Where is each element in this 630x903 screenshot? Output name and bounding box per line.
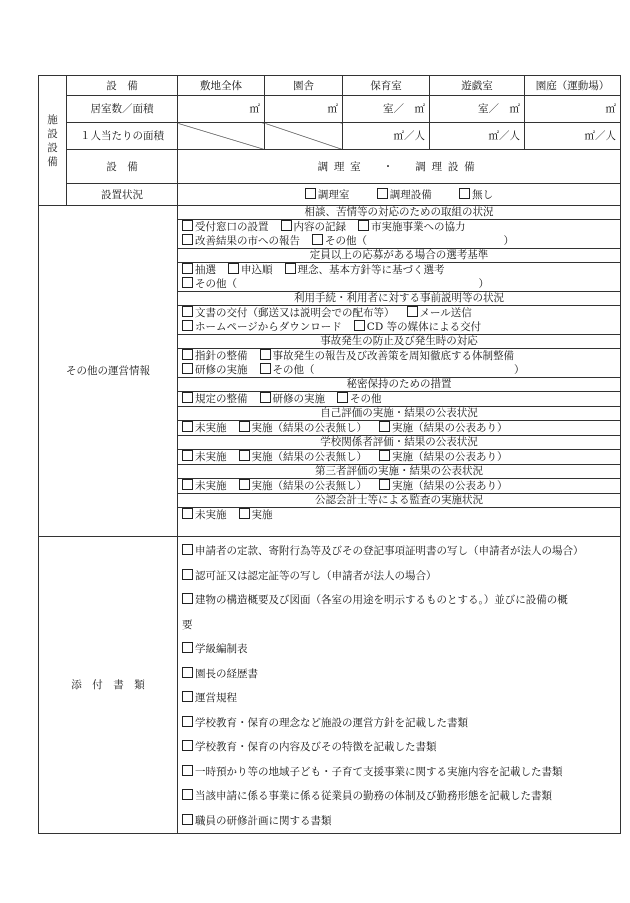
checkbox[interactable] <box>182 479 193 490</box>
checkbox[interactable] <box>182 740 193 751</box>
header-equipment: 設 備 <box>67 76 178 96</box>
ops-section-body <box>178 421 620 436</box>
attachments-list <box>178 537 621 834</box>
option-label: 指針の整備 <box>195 350 248 362</box>
ops-section-body <box>178 306 620 335</box>
attachment-label: 当該申請に係る事業に係る従業員の勤務の体制及び勤務形態を記載した書類 <box>195 790 552 802</box>
ops-option-line <box>182 363 616 377</box>
option-label: 抽選 <box>195 264 216 276</box>
attachment-label: 園長の経歴書 <box>195 667 258 680</box>
ops-section-body <box>178 349 620 378</box>
ops-option-line <box>182 349 616 363</box>
option-label: その他 <box>350 393 382 405</box>
option-label: 実施（結果の公表無し） <box>251 451 367 463</box>
option-label: 実施（結果の公表あり） <box>392 422 508 434</box>
option-label: その他（ ） <box>325 235 514 247</box>
option-label: 内容の記録 <box>293 221 346 233</box>
checkbox[interactable] <box>228 263 239 274</box>
attachment-label: 職員の研修計画に関する書類 <box>195 814 332 827</box>
ops-option-line <box>182 277 616 291</box>
ops-option-line <box>182 479 616 493</box>
attachment-item <box>182 711 616 736</box>
area-row-label: 居室数／面積 <box>67 96 178 123</box>
ops-section-heading: 自己評価の実施・結果の公表状況 <box>178 407 620 421</box>
option-label: 未実施 <box>195 422 227 434</box>
area-playroom-cell[interactable]: 室／ ㎡ <box>430 96 525 123</box>
attachment-item <box>182 662 616 687</box>
checkbox[interactable] <box>239 450 250 461</box>
per-person-playground-cell[interactable]: ㎡／人 <box>525 123 621 150</box>
checkbox[interactable] <box>182 306 193 317</box>
kitchen-equipment-label: 設 備 <box>67 150 178 184</box>
attachment-item <box>182 637 616 662</box>
header-playground: 園庭（運動場） <box>525 76 621 96</box>
checkbox[interactable] <box>260 392 271 403</box>
option-label: その他（ ） <box>272 364 525 376</box>
ops-section-heading: 学校関係者評価・結果の公表状況 <box>178 436 620 450</box>
area-playground-cell[interactable]: ㎡ <box>525 96 621 123</box>
ops-section-heading: 相談、苦情等の対応のための取組の状況 <box>178 206 620 220</box>
per-person-nursery-cell[interactable]: ㎡／人 <box>343 123 430 150</box>
checkbox[interactable] <box>305 188 316 199</box>
attachment-label: 学級編制表 <box>195 643 248 655</box>
ops-section-body <box>178 220 620 249</box>
checkbox[interactable] <box>182 544 193 555</box>
checkbox[interactable] <box>260 363 271 374</box>
attachment-item <box>182 588 616 613</box>
checkbox[interactable] <box>182 716 193 727</box>
option-label: メール送信 <box>419 307 472 319</box>
option-label: 実施 <box>251 509 273 521</box>
attachment-item <box>182 564 616 589</box>
option-label: 未実施 <box>195 480 227 492</box>
option-label: その他（ ） <box>195 278 489 290</box>
ops-section-heading: 第三者評価の実施・結果の公表状況 <box>178 465 620 479</box>
checkbox[interactable] <box>379 450 390 461</box>
checkbox[interactable] <box>182 593 193 604</box>
diagonal-cell-building <box>265 123 343 150</box>
per-person-playroom-cell[interactable]: ㎡／人 <box>430 123 525 150</box>
ops-section-body <box>178 508 620 523</box>
per-person-row-label: １人当たりの面積 <box>67 123 178 150</box>
checkbox[interactable] <box>182 789 193 800</box>
area-site-cell[interactable]: ㎡ <box>178 96 265 123</box>
option-label: 未実施 <box>195 509 227 521</box>
ops-option-line <box>182 234 616 248</box>
kitchen-equipment-value: 調理室 ・ 調理設備 <box>178 150 621 184</box>
ops-section-heading: 秘密保持のための措置 <box>178 378 620 392</box>
status-row-label: 設置状況 <box>67 184 178 206</box>
header-site: 敷地全体 <box>178 76 265 96</box>
checkbox[interactable] <box>377 188 388 199</box>
attachment-item <box>182 784 616 809</box>
operations-content <box>178 206 621 537</box>
option-label: 理念、基本方針等に基づく選考 <box>297 264 445 276</box>
checkbox[interactable] <box>182 277 193 288</box>
ops-section-body <box>178 263 620 292</box>
ops-option-line <box>182 450 616 464</box>
attachment-item <box>182 613 616 638</box>
ops-option-line <box>182 263 616 277</box>
option-label: 事故発生の報告及び改善策を周知徹底する体制整備 <box>272 350 514 362</box>
option-label: 実施（結果の公表あり） <box>392 480 508 492</box>
option-label: 申込順 <box>241 264 273 276</box>
ops-section-heading: 定員以上の応募がある場合の選考基準 <box>178 249 620 263</box>
option-label: 改善結果の市への報告 <box>195 235 300 247</box>
ops-option-line <box>182 508 616 522</box>
ops-option-line <box>182 220 616 234</box>
checkbox[interactable] <box>182 691 193 702</box>
checkbox[interactable] <box>407 306 418 317</box>
ops-option-line <box>182 320 616 334</box>
option-label: 受付窓口の設置 <box>195 221 269 233</box>
checkbox[interactable] <box>358 220 369 231</box>
option-label: 研修の実施 <box>272 393 325 405</box>
ops-section-body <box>178 392 620 407</box>
checkbox[interactable] <box>182 642 193 653</box>
checkbox[interactable] <box>379 479 390 490</box>
option-label: 市実施事業への協力 <box>371 221 466 233</box>
ops-section-heading: 公認会計士等による監査の実施状況 <box>178 494 620 508</box>
ops-section-heading: 事故発生の防止及び発生時の対応 <box>178 335 620 349</box>
checkbox[interactable] <box>182 450 193 461</box>
option-label: ホームページからダウンロード <box>195 321 342 333</box>
checkbox[interactable] <box>182 320 193 331</box>
attachment-label: 要 <box>182 618 193 631</box>
checkbox[interactable] <box>239 421 250 432</box>
checkbox[interactable] <box>182 814 193 825</box>
checkbox[interactable] <box>337 392 348 403</box>
checkbox[interactable] <box>239 479 250 490</box>
checkbox[interactable] <box>312 234 323 245</box>
checkbox[interactable] <box>182 569 193 580</box>
checkbox[interactable] <box>354 320 365 331</box>
ops-option-line <box>182 306 616 320</box>
attachment-item <box>182 686 616 711</box>
option-label: 実施（結果の公表あり） <box>392 451 508 463</box>
option-label: 未実施 <box>195 451 227 463</box>
facility-section-label: 施 設 設 備 <box>39 76 67 206</box>
ops-option-line <box>182 421 616 435</box>
attachment-label: 学校教育・保育の理念など施設の運営方針を記載した書類 <box>195 716 468 729</box>
checkbox[interactable] <box>260 349 271 360</box>
attachment-item <box>182 735 616 760</box>
checkbox[interactable] <box>182 363 193 374</box>
option-label: 実施（結果の公表無し） <box>251 422 367 434</box>
attachment-item <box>182 539 616 564</box>
checkbox[interactable] <box>182 220 193 231</box>
attachment-label: 認可証又は認定証等の写し（申請者が法人の場合） <box>195 569 437 582</box>
attachment-label: 建物の構造概要及び図面（各室の用途を明示するものとする。）並びに設備の概 <box>195 594 568 606</box>
checkbox[interactable] <box>182 234 193 245</box>
header-playroom: 遊戯室 <box>430 76 525 96</box>
application-form-table <box>38 75 621 834</box>
attachments-section-label: 添 付 書 類 <box>39 537 178 834</box>
diagonal-cell-site <box>178 123 265 150</box>
area-nursery-cell[interactable]: 室／ ㎡ <box>343 96 430 123</box>
checkbox[interactable] <box>182 349 193 360</box>
header-building: 園舎 <box>265 76 343 96</box>
ops-section-body <box>178 479 620 494</box>
attachment-label: 申請者の定款、寄附行為等及びその登記事項証明書の写し（申請者が法人の場合） <box>195 545 584 557</box>
checkbox[interactable] <box>239 508 250 519</box>
checkbox[interactable] <box>459 188 470 199</box>
attachment-label: 学校教育・保育の内容及びその特徴を記載した書類 <box>195 741 437 753</box>
checkbox[interactable] <box>182 765 193 776</box>
attachment-label: 一時預かり等の地域子ども・子育て支援事業に関する実施内容を記載した書類 <box>195 765 563 778</box>
attachment-label: 運営規程 <box>195 692 237 704</box>
ops-section-body <box>178 450 620 465</box>
checkbox[interactable] <box>285 263 296 274</box>
checkbox[interactable] <box>182 508 193 519</box>
ops-section-heading: 利用手続・利用者に対する事前説明等の状況 <box>178 292 620 306</box>
area-building-cell[interactable]: ㎡ <box>265 96 343 123</box>
attachment-item <box>182 809 616 834</box>
option-label: CD 等の媒体による交付 <box>366 321 482 333</box>
ops-option-line <box>182 392 616 406</box>
header-nursery-room: 保育室 <box>343 76 430 96</box>
checkbox[interactable] <box>379 421 390 432</box>
attachment-item <box>182 760 616 785</box>
option-label: 研修の実施 <box>195 364 248 376</box>
checkbox[interactable] <box>281 220 292 231</box>
checkbox[interactable] <box>182 667 193 678</box>
status-options: 調理室 調理設備 無し <box>178 184 621 206</box>
option-label: 文書の交付（郵送又は説明会での配布等） <box>195 307 395 319</box>
option-label: 規定の整備 <box>195 393 248 405</box>
checkbox[interactable] <box>182 263 193 274</box>
operations-section-label: その他の運営情報 <box>39 206 178 537</box>
checkbox[interactable] <box>182 421 193 432</box>
checkbox[interactable] <box>182 392 193 403</box>
option-label: 実施（結果の公表無し） <box>251 480 367 492</box>
